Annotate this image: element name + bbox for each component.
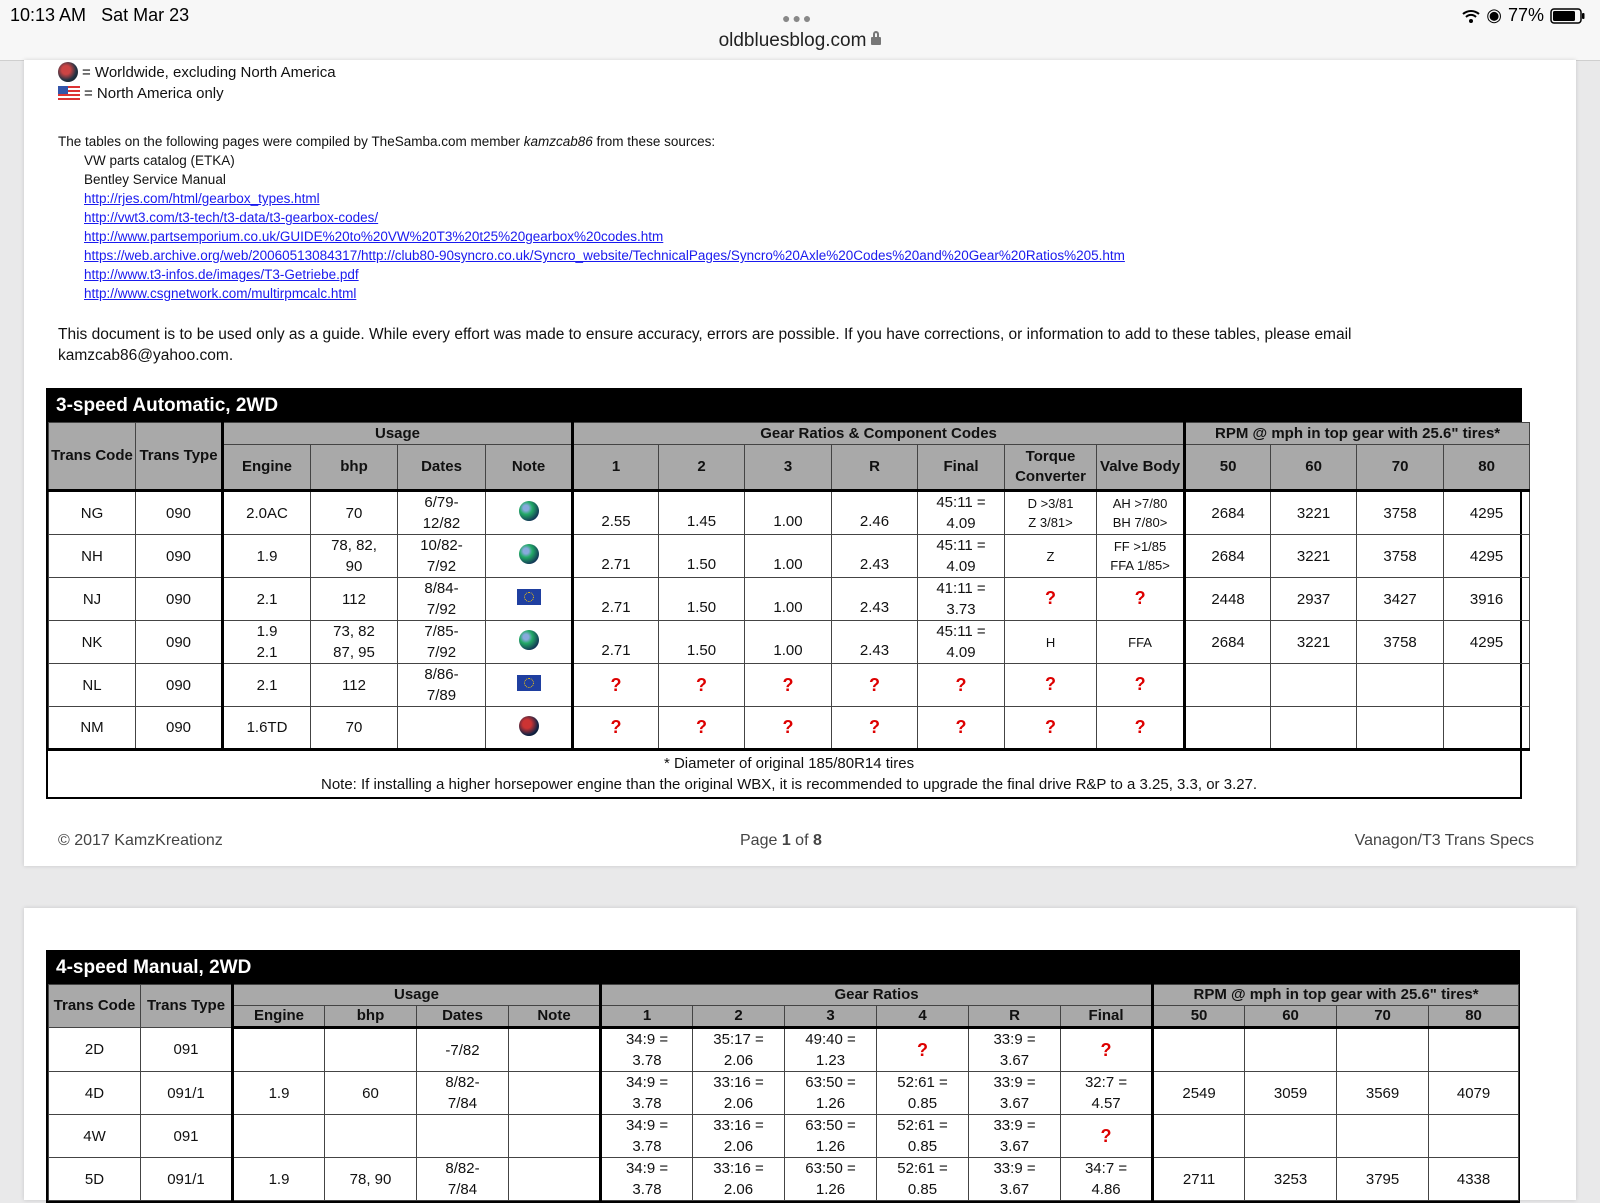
cell-code: NH [49,535,136,578]
cell-g3: 1.00 [745,578,832,621]
header-rpm-60: 60 [1245,1006,1337,1028]
table-row [49,491,1530,535]
cell-r80: 4295 [1444,535,1530,578]
table-3speed-grid [48,422,1530,797]
cell-final [1061,1115,1153,1158]
cell-type: 091 [141,1028,233,1072]
cell-dates: 10/82- 7/92 [398,535,486,578]
cell-gr [832,664,918,707]
cell-r80 [1429,1115,1519,1158]
cell-note [486,707,573,750]
cell-g2: 1.50 [659,578,745,621]
cell-vb: AH >7/80 BH 7/80> [1097,491,1185,535]
unknown-value: ? [1045,674,1057,694]
cell-g2: 1.45 [659,491,745,535]
header-rpm-80: 80 [1444,445,1530,491]
table-row [49,621,1530,664]
cell-r60 [1245,1115,1337,1158]
cell-code: NK [49,621,136,664]
unknown-value: ? [955,674,967,695]
cell-r80: 4295 [1444,491,1530,535]
cell-type: 090 [136,707,223,750]
header-engine: Engine [233,1006,325,1028]
cell-r80: 3916 [1444,578,1530,621]
cell-vb [1097,707,1185,750]
cell-gr: 2.46 [832,491,918,535]
worldwide-globe-icon [58,62,78,82]
cell-bhp: 70 [311,491,398,535]
cell-r60: 3221 [1271,491,1357,535]
cell-g2 [659,664,745,707]
cell-r60: 3221 [1271,535,1357,578]
cell-r80: 4079 [1429,1072,1519,1115]
header-final: Final [918,445,1005,491]
cell-g2: 1.50 [659,535,745,578]
cell-final: 34:7 = 4.86 [1061,1158,1153,1201]
cell-note [486,664,573,707]
header-rpm-60: 60 [1271,445,1357,491]
header-rpm-70: 70 [1337,1006,1429,1028]
cell-r50 [1185,707,1271,750]
cell-note [486,621,573,664]
unknown-value: ? [1134,716,1146,737]
cell-engine: 2.1 [223,664,311,707]
footer-page-number: Page 1 of 8 [740,832,822,849]
cell-note [486,491,573,535]
cell-r70: 3758 [1357,491,1444,535]
worldwide-globe-icon [519,501,539,521]
cell-dates: 7/85- 7/92 [398,621,486,664]
cell-r70: 3758 [1357,621,1444,664]
cell-bhp: 78, 90 [325,1158,417,1201]
intro-text: The tables on the following pages were compiled by TheSamba.com member kamzcab86 from these sources: [58,134,716,149]
cell-engine: 1.6TD [223,707,311,750]
header-gear-ratios: Gear Ratios [601,985,1153,1006]
header-gear-2: 2 [659,445,745,491]
unknown-value: ? [1045,588,1057,608]
cell-note [486,578,573,621]
header-gear-3: 3 [745,445,832,491]
table-3speed-automatic [46,388,1522,799]
cell-final [918,664,1005,707]
worldwide-red-globe-icon [519,716,539,736]
cell-tc: Z [1005,535,1097,578]
unknown-value: ? [917,1039,929,1060]
footer-copyright: © 2017 KamzKreationz [58,832,223,849]
table-row [49,1158,1519,1201]
cell-g4 [877,1028,969,1072]
cell-engine: 1.9 [223,535,311,578]
cell-final [1061,1028,1153,1072]
cell-g1: 34:9 = 3.78 [601,1072,693,1115]
us-flag-icon [58,86,80,101]
header-dates: Dates [398,445,486,491]
cell-gr: 2.43 [832,535,918,578]
header-torque-converter: Torque Converter [1005,445,1097,491]
header-bhp: bhp [311,445,398,491]
cell-g1: 2.71 [573,578,659,621]
cell-final: 45:11 = 4.09 [918,621,1005,664]
cell-g1: 34:9 = 3.78 [601,1115,693,1158]
cell-note [509,1072,601,1115]
cell-bhp: 60 [325,1072,417,1115]
header-note: Note [486,445,573,491]
header-rpm-80: 80 [1429,1006,1519,1028]
cell-r70: 3795 [1337,1158,1429,1201]
cell-vb: FF >1/85 FFA 1/85> [1097,535,1185,578]
cell-r70 [1337,1115,1429,1158]
cell-g3 [745,664,832,707]
header-bhp: bhp [325,1006,417,1028]
cell-g4: 52:61 = 0.85 [877,1115,969,1158]
cell-bhp: 70 [311,707,398,750]
cell-r50 [1185,664,1271,707]
cell-r80 [1444,707,1530,750]
unknown-value: ? [782,674,794,695]
cell-final: 41:11 = 3.73 [918,578,1005,621]
header-final: Final [1061,1006,1153,1028]
header-valve-body: Valve Body [1097,445,1185,491]
source-link[interactable]: https://web.archive.org/web/20060513084317/http://club80-90syncro.co.uk/Syncro_website/TechnicalPages/Syncro%20Axle%20Codes%20and%20Gear%20Ratios%205.htm [84,248,1125,263]
cell-g2: 1.50 [659,621,745,664]
table-row [49,707,1530,750]
source-item: Bentley Service Manual [84,172,226,187]
header-gear-ratios: Gear Ratios & Component Codes [573,423,1185,445]
tab-dots-icon[interactable]: ●●● [782,10,814,26]
address-bar[interactable]: oldbluesblog.com [0,30,1600,52]
cell-r50 [1153,1028,1245,1072]
table-title: 4-speed Manual, 2WD [48,952,1518,984]
cell-g3: 63:50 = 1.26 [785,1115,877,1158]
cell-gr [832,707,918,750]
unknown-value: ? [869,674,881,695]
cell-g1 [573,664,659,707]
cell-bhp [325,1115,417,1158]
cell-note [509,1158,601,1201]
cell-tc [1005,664,1097,707]
cell-g4: 52:61 = 0.85 [877,1158,969,1201]
pdf-page-2 [24,908,1576,1200]
cell-r50 [1153,1115,1245,1158]
cell-dates: 6/79- 12/82 [398,491,486,535]
cell-r70: 3427 [1357,578,1444,621]
table-row [49,1072,1519,1115]
header-gear-3: 3 [785,1006,877,1028]
source-link[interactable]: http://www.csgnetwork.com/multirpmcalc.html [84,286,357,301]
table-row [49,578,1530,621]
header-gear-r: R [969,1006,1061,1028]
lock-icon [871,37,881,45]
cell-r50: 2711 [1153,1158,1245,1201]
cell-r60 [1271,664,1357,707]
cell-r60: 3253 [1245,1158,1337,1201]
cell-r60: 3221 [1271,621,1357,664]
cell-r70 [1337,1028,1429,1072]
header-gear-r: R [832,445,918,491]
browser-status-bar [0,0,1600,61]
cell-tc: D >3/81 Z 3/81> [1005,491,1097,535]
cell-g2: 33:16 = 2.06 [693,1072,785,1115]
unknown-value: ? [1134,588,1146,608]
cell-bhp: 73, 82 87, 95 [311,621,398,664]
pdf-page-1 [24,60,1576,866]
cell-engine: 2.0AC [223,491,311,535]
cell-g1: 2.71 [573,535,659,578]
cell-gr: 33:9 = 3.67 [969,1158,1061,1201]
cell-type: 090 [136,535,223,578]
header-rpm-70: 70 [1357,445,1444,491]
cell-engine: 1.9 2.1 [223,621,311,664]
cell-r60 [1271,707,1357,750]
cell-tc [1005,707,1097,750]
cell-code: NM [49,707,136,750]
header-dates: Dates [417,1006,509,1028]
battery-percent: 77% [1507,5,1544,25]
header-engine: Engine [223,445,311,491]
cell-code: 4D [49,1072,141,1115]
cell-g4: 52:61 = 0.85 [877,1072,969,1115]
legend-worldwide: = Worldwide, excluding North America [58,62,336,82]
status-time: 10:13 AM Sat Mar 23 [10,5,190,25]
cell-type: 090 [136,578,223,621]
cell-r60: 2937 [1271,578,1357,621]
header-rpm-50: 50 [1153,1006,1245,1028]
cell-dates [398,707,486,750]
cell-r50: 2684 [1185,491,1271,535]
cell-engine [233,1115,325,1158]
cell-type: 091 [141,1115,233,1158]
header-rpm: RPM @ mph in top gear with 25.6" tires* [1153,985,1519,1006]
cell-engine: 1.9 [233,1158,325,1201]
unknown-value: ? [869,717,881,737]
cell-g1 [573,707,659,750]
cell-note [509,1115,601,1158]
cell-gr: 33:9 = 3.67 [969,1072,1061,1115]
cell-dates: 8/84- 7/92 [398,578,486,621]
legend-north-america: = North America only [58,85,224,102]
worldwide-globe-icon [519,630,539,650]
cell-g1: 34:9 = 3.78 [601,1158,693,1201]
header-note: Note [509,1006,601,1028]
cell-engine: 1.9 [233,1072,325,1115]
cell-r60 [1245,1028,1337,1072]
cell-final [918,707,1005,750]
cell-vb [1097,664,1185,707]
disclaimer-text: This document is to be used only as a guide. While every effort was made to ensure accuracy, errors are possible. If you have corrections, or information to add to these tables, please email kamzcab86@yahoo.com. [58,326,1352,364]
cell-g3: 63:50 = 1.26 [785,1072,877,1115]
cell-gr: 33:9 = 3.67 [969,1115,1061,1158]
cell-dates: 8/86- 7/89 [398,664,486,707]
cell-r70 [1357,707,1444,750]
cell-type: 090 [136,664,223,707]
cell-g2: 33:16 = 2.06 [693,1115,785,1158]
cell-gr: 2.43 [832,578,918,621]
cell-g3: 1.00 [745,621,832,664]
cell-g1: 34:9 = 3.78 [601,1028,693,1072]
unknown-value: ? [610,717,622,737]
header-rpm: RPM @ mph in top gear with 25.6" tires* [1185,423,1530,445]
table-row [49,535,1530,578]
source-item: VW parts catalog (ETKA) [84,153,235,168]
header-gear-4: 4 [877,1006,969,1028]
cell-bhp [325,1028,417,1072]
unknown-value: ? [1100,1125,1112,1146]
unknown-value: ? [1045,716,1057,737]
cell-final: 45:11 = 4.09 [918,535,1005,578]
eu-flag-icon [517,675,541,691]
cell-r50: 2684 [1185,535,1271,578]
cell-r50: 2448 [1185,578,1271,621]
cell-r70: 3758 [1357,535,1444,578]
cell-g2 [659,707,745,750]
cell-type: 090 [136,621,223,664]
cell-final: 45:11 = 4.09 [918,491,1005,535]
cell-r80 [1444,664,1530,707]
cell-engine [233,1028,325,1072]
cell-g3: 63:50 = 1.26 [785,1158,877,1201]
cell-note [486,535,573,578]
eu-flag-icon [517,589,541,605]
header-trans-code: Trans Code [49,423,136,491]
cell-bhp: 112 [311,664,398,707]
header-usage: Usage [223,423,573,445]
cell-tc: H [1005,621,1097,664]
table-row [49,664,1530,707]
cell-type: 091/1 [141,1158,233,1201]
cell-g2: 35:17 = 2.06 [693,1028,785,1072]
cell-tc [1005,578,1097,621]
cell-r80: 4295 [1444,621,1530,664]
cell-gr: 2.43 [832,621,918,664]
cell-g3 [745,707,832,750]
cell-r70 [1357,664,1444,707]
cell-r50: 2684 [1185,621,1271,664]
cell-r80: 4338 [1429,1158,1519,1201]
unknown-value: ? [1134,674,1146,694]
cell-note [509,1028,601,1072]
unknown-value: ? [610,674,622,695]
source-link[interactable]: http://vwt3.com/t3-tech/t3-data/t3-gearbox-codes/ [84,210,379,225]
cell-g3: 1.00 [745,535,832,578]
wifi-icon [1462,9,1480,23]
table-4speed-manual [46,950,1520,1203]
header-gear-1: 1 [573,445,659,491]
footnote-upgrade: Note: If installing a higher horsepower engine than the original WBX, it is recommended to upgrade the final drive R&P to a 3.25, 3.3, or 3.27. [320,776,1258,793]
cell-g1: 2.71 [573,621,659,664]
status-indicators [1462,5,1586,26]
cell-code: 2D [49,1028,141,1072]
cell-bhp: 112 [311,578,398,621]
cell-gr: 33:9 = 3.67 [969,1028,1061,1072]
header-gear-2: 2 [693,1006,785,1028]
table-footnotes [49,750,1530,798]
unknown-value: ? [1100,1039,1112,1060]
battery-icon [1550,8,1586,24]
cell-final: 32:7 = 4.57 [1061,1072,1153,1115]
table-title: 3-speed Automatic, 2WD [48,390,1520,422]
cell-dates [417,1115,509,1158]
table-row [49,1115,1519,1158]
cell-dates: 8/82- 7/84 [417,1158,509,1201]
cell-vb [1097,578,1185,621]
header-rpm-50: 50 [1185,445,1271,491]
cell-vb: FFA [1097,621,1185,664]
unknown-value: ? [955,717,967,737]
unknown-value: ? [782,717,794,737]
footnote-tires: * Diameter of original 185/80R14 tires [663,755,915,772]
cell-r60: 3059 [1245,1072,1337,1115]
cell-g1: 2.55 [573,491,659,535]
cell-code: NJ [49,578,136,621]
header-trans-type: Trans Type [136,423,223,491]
table-4speed-grid [48,984,1519,1201]
cell-type: 090 [136,491,223,535]
cell-g3: 49:40 = 1.23 [785,1028,877,1072]
source-link[interactable]: http://www.t3-infos.de/images/T3-Getriebe.pdf [84,267,359,282]
header-usage: Usage [233,985,601,1006]
cell-r50: 2549 [1153,1072,1245,1115]
cell-type: 091/1 [141,1072,233,1115]
cell-r80 [1429,1028,1519,1072]
orientation-lock-icon: ◉ [1486,5,1502,25]
cell-bhp: 78, 82, 90 [311,535,398,578]
cell-dates: -7/82 [417,1028,509,1072]
footer-doc-title: Vanagon/T3 Trans Specs [1354,832,1534,849]
unknown-value: ? [696,717,708,737]
cell-code: 4W [49,1115,141,1158]
header-gear-1: 1 [601,1006,693,1028]
cell-g3: 1.00 [745,491,832,535]
cell-g2: 33:16 = 2.06 [693,1158,785,1201]
sources-block [58,132,1538,303]
table-row [49,1028,1519,1072]
cell-code: NL [49,664,136,707]
cell-r70: 3569 [1337,1072,1429,1115]
source-link[interactable]: http://www.partsemporium.co.uk/GUIDE%20to%20VW%20T3%20t25%20gearbox%20codes.htm [84,229,664,244]
unknown-value: ? [696,674,708,695]
worldwide-globe-icon [519,544,539,564]
header-trans-code: Trans Code [49,985,141,1028]
source-link[interactable]: http://rjes.com/html/gearbox_types.html [84,191,320,206]
cell-engine: 2.1 [223,578,311,621]
cell-dates: 8/82- 7/84 [417,1072,509,1115]
header-trans-type: Trans Type [141,985,233,1028]
cell-code: NG [49,491,136,535]
cell-code: 5D [49,1158,141,1201]
